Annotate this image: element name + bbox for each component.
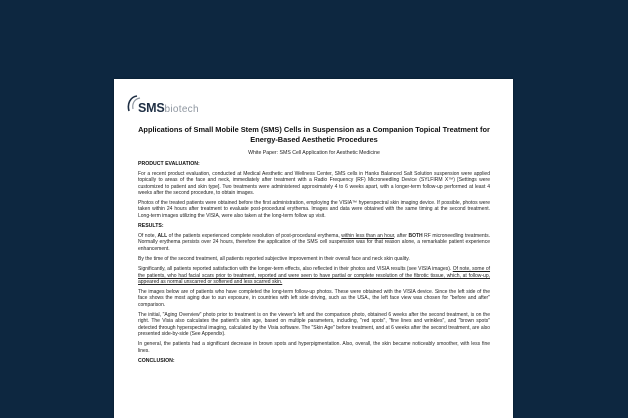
results-p1-text-c: of the patients experienced complete resolution of post-procedural erythema, xyxy=(167,233,342,240)
results-paragraph-4: The images below are of patients who have completed the long-term follow-up photos. These were obtained with the VISIA device. Since the left side of the face shows the most aging due to sun exposure, in countries with left side driving, such as the USA., the left face view was chosen for "before and after" comparison. xyxy=(138,289,490,308)
logo-sms-text: SMS xyxy=(138,101,165,115)
logo-biotech-text: biotech xyxy=(164,104,199,115)
conclusion-heading: CONCLUSION: xyxy=(138,357,175,364)
results-paragraph-2: By the time of the second treatment, all patients reported subjective improvement in their overall face and neck skin quality. xyxy=(138,255,410,262)
results-p1-text-e: , after xyxy=(394,233,409,240)
logo-swoosh-icon xyxy=(126,94,154,116)
results-p1-underlined: within less than an hour xyxy=(341,233,395,240)
results-p1-text-a: Of note, xyxy=(138,233,158,240)
results-paragraph-1 xyxy=(138,233,490,252)
results-p1-text-g: RF microneedling treatments. Normally erythema persists over 24 hours, therefore the application of the SMS cell suspension was for that reason alone, a remarkable patient experience enhancement. xyxy=(138,233,490,252)
document-subtitle: White Paper: SMS Cell Application for Aesthetic Medicine xyxy=(248,150,380,156)
results-p1-all: ALL xyxy=(157,233,168,240)
document-page xyxy=(114,79,513,418)
product-evaluation-paragraph-2: Photos of the treated patients were obtained before the first administration, employing the VISIA™ hyperspectral skin imaging device. If possible, photos were taken within 24 hours after treatment to evaluate post-procedural erythema. Images and data were obtained with the same timing at the second treatment. Long-term images utilizing the VISIA, were also taken at the long-term follow up visit. xyxy=(138,200,490,219)
results-paragraph-6: In general, the patients had a significant decrease in brown spots and hyperpigmentation. Also, overall, the skin became noticeably smoother, with less fine lines. xyxy=(138,341,490,354)
results-p3-underlined: Of note, some of the patients, who had facial scars prior to treatment, reported and were seen to have partial or complete resolution of the fibrotic tissue, which, at follow-up, appeared as normal unscarred or softened and less scarred skin. xyxy=(138,266,491,285)
product-evaluation-paragraph-1: For a recent product evaluation, conducted at Medical Aesthetic and Wellness Center, SMS cells in Hanks Balanced Salt Solution suspension were applied topically to areas of the face and neck, immediately after treatment with a Radio Frequency (RF) Microneedling Device (SYLFIRM X™) [Settings were customized to patient and skin type]. Two treatments were administered approximately 4 to 6 weeks apart, with a longer-term follow-up performed at least 4 weeks after the second procedure, to obtain images. xyxy=(138,171,490,196)
product-evaluation-heading: PRODUCT EVALUATION: xyxy=(138,161,200,167)
document-title: Applications of Small Mobile Stem (SMS) Cells in Suspension as a Companion Topical Treatment for Energy-Based Aesthetic Procedures xyxy=(138,125,490,144)
document-body xyxy=(138,125,490,368)
results-paragraph-5: The initial, "Aging Overview" photo prior to treatment is on the viewer's left and the comparison photo, obtained 6 weeks after the second treatment, is on the right. The Visia also calculates the patient's skin age, based on multiple parameters, including, "red spots", "fine lines and wrinkles", and "brown spots" detected through hyperspectral imaging, calculated by the Visia software. The "Skin Age" before treatment, and at 6 weeks after the second treatment, are also presented side-by-side (See Appendix). xyxy=(138,312,490,337)
results-p1-both: BOTH xyxy=(408,233,423,240)
company-logo xyxy=(126,94,199,116)
results-p3-text-a: Significantly, all patients reported satisfaction with the longer-term effects, also reflected in their photos and VISIA results (see VISIA images). xyxy=(138,266,453,273)
results-heading: RESULTS: xyxy=(138,223,164,230)
results-paragraph-3 xyxy=(138,266,490,285)
